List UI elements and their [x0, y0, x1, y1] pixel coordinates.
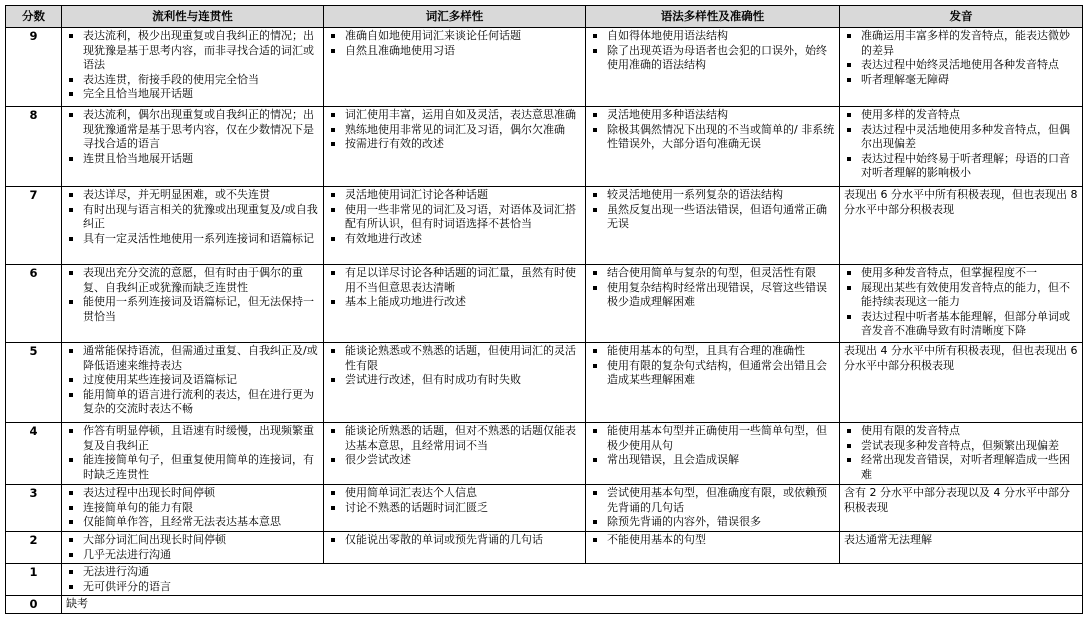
descriptor-item: 表达流利，极少出现重复或自我纠正的情况；出现犹豫是基于思考内容，而非寻找合适的词汇或语法	[66, 29, 319, 73]
grammar-cell	[586, 28, 840, 107]
band-score: 4	[6, 423, 62, 485]
header-fluency-coherence: 流利性与连贯性	[62, 6, 324, 28]
band-3-row	[6, 485, 1083, 532]
band-score: 8	[6, 107, 62, 187]
fluency-cell	[62, 187, 324, 265]
fluency-cell	[62, 343, 324, 423]
header-pronunciation: 发音	[840, 6, 1083, 28]
descriptor-item: 无可供评分的语言	[66, 580, 1078, 595]
fluency-cell	[62, 532, 324, 564]
descriptor-item: 能谈论熟悉或不熟悉的话题，但使用词汇的灵活性有限	[328, 344, 581, 373]
descriptor-item: 能用简单的语言进行流利的表达，但在进行更为复杂的交流时表达不畅	[66, 388, 319, 417]
descriptor-item: 大部分词汇间出现长时间停顿	[66, 533, 319, 548]
descriptor-item: 具有一定灵活性地使用一系列连接词和语篇标记	[66, 232, 319, 247]
descriptor-item: 几乎无法进行沟通	[66, 548, 319, 563]
band-4-row	[6, 423, 1083, 485]
descriptor-item: 连接简单句的能力有限	[66, 501, 319, 516]
band-6-row	[6, 265, 1083, 343]
descriptor-item: 自如得体地使用语法结构	[590, 29, 835, 44]
header-row	[6, 6, 1083, 28]
descriptor-item: 有时出现与语言相关的犹豫或出现重复及/或自我纠正	[66, 203, 319, 232]
descriptor-item: 熟练地使用非常见的词汇及习语，偶尔欠准确	[328, 123, 581, 138]
descriptor-item: 准确运用丰富多样的发音特点，能表达微妙的差异	[844, 29, 1078, 58]
band-score: 5	[6, 343, 62, 423]
grammar-cell	[586, 423, 840, 485]
pronunciation-cell	[840, 423, 1083, 485]
descriptor-item: 过度使用某些连接词及语篇标记	[66, 373, 319, 388]
descriptor-item: 准确自如地使用词汇来谈论任何话题	[328, 29, 581, 44]
fluency-cell	[62, 28, 324, 107]
pronunciation-cell	[840, 485, 1083, 532]
descriptor-item: 除预先背诵的内容外，错误很多	[590, 515, 835, 530]
band-9-row	[6, 28, 1083, 107]
descriptor-item: 完全且恰当地展开话题	[66, 87, 319, 102]
descriptor-item: 使用一些非常见的词汇及习语，对语体及词汇搭配有所认识，但有时词语选择不甚恰当	[328, 203, 581, 232]
lexical-cell	[324, 28, 586, 107]
descriptor-item: 作答有明显停顿，且语速有时缓慢，出现频繁重复及自我纠正	[66, 424, 319, 453]
descriptor-item: 不能使用基本的句型	[590, 533, 835, 548]
lexical-cell	[324, 265, 586, 343]
grammar-cell	[586, 187, 840, 265]
descriptor-item: 词汇使用丰富，运用自如及灵活，表达意思准确	[328, 108, 581, 123]
header-score: 分数	[6, 6, 62, 28]
descriptor-item: 表现出充分交流的意愿，但有时由于偶尔的重复、自我纠正或犹豫而缺乏连贯性	[66, 266, 319, 295]
descriptor-text: 缺考	[66, 597, 88, 611]
descriptor-text: 表达通常无法理解	[844, 533, 932, 546]
descriptor-item: 基本上能成功地进行改述	[328, 295, 581, 310]
descriptor-item: 自然且准确地使用习语	[328, 44, 581, 59]
descriptor-item: 听者理解毫无障碍	[844, 73, 1078, 88]
descriptor-item: 表达过程中灵活地使用多种发音特点，但偶尔出现偏差	[844, 123, 1078, 152]
descriptor-item: 连贯且恰当地展开话题	[66, 152, 319, 167]
fluency-cell	[62, 423, 324, 485]
descriptor-item: 使用多样的发音特点	[844, 108, 1078, 123]
lexical-cell	[324, 343, 586, 423]
descriptor-item: 尝试使用基本句型，但准确度有限，或依赖预先背诵的几句话	[590, 486, 835, 515]
descriptor-text: 表现出 4 分水平中所有积极表现，但也表现出 6 分水平中部分积极表现	[844, 344, 1078, 372]
descriptor-item: 有足以详尽讨论各种话题的词汇量，虽然有时使用不当但意思表达清晰	[328, 266, 581, 295]
descriptor-item: 灵活地使用词汇讨论各种话题	[328, 188, 581, 203]
band-8-row	[6, 107, 1083, 187]
descriptor-item: 尝试表现多种发音特点，但频繁出现偏差	[844, 439, 1078, 454]
band-0-row	[6, 596, 1083, 614]
descriptor-item: 表达流利，偶尔出现重复或自我纠正的情况；出现犹豫通常是基于思考内容，仅在少数情况下是寻找合适的语言	[66, 108, 319, 152]
grammar-cell	[586, 532, 840, 564]
descriptor-item: 使用多种发音特点，但掌握程度不一	[844, 266, 1078, 281]
pronunciation-cell	[840, 28, 1083, 107]
descriptor-item: 能使用一系列连接词及语篇标记，但无法保持一贯恰当	[66, 295, 319, 324]
band-2-row	[6, 532, 1083, 564]
descriptor-item: 常出现错误，且会造成误解	[590, 453, 835, 468]
descriptor-item: 展现出某些有效使用发音特点的能力，但不能持续表现这一能力	[844, 281, 1078, 310]
descriptor-item: 灵活地使用多种语法结构	[590, 108, 835, 123]
descriptor-item: 使用简单词汇表达个人信息	[328, 486, 581, 501]
pronunciation-cell	[840, 107, 1083, 187]
descriptor-item: 除极其偶然情况下出现的不当或简单的/ 非系统性错误外，大部分语句准确无误	[590, 123, 835, 152]
descriptor-item: 尝试进行改述，但有时成功有时失败	[328, 373, 581, 388]
descriptor-item: 仅能说出零散的单词或预先背诵的几句话	[328, 533, 581, 548]
grammar-cell	[586, 107, 840, 187]
band-score: 7	[6, 187, 62, 265]
band-5-row	[6, 343, 1083, 423]
band-1-descriptor-cell	[62, 564, 1083, 596]
descriptor-item: 虽然反复出现一些语法错误，但语句通常正确无误	[590, 203, 835, 232]
band-score: 6	[6, 265, 62, 343]
fluency-cell	[62, 107, 324, 187]
descriptor-item: 除了出现英语为母语者也会犯的口误外，始终使用准确的语法结构	[590, 44, 835, 73]
lexical-cell	[324, 532, 586, 564]
pronunciation-cell	[840, 187, 1083, 265]
band-score: 2	[6, 532, 62, 564]
band-1-row	[6, 564, 1083, 596]
fluency-cell	[62, 485, 324, 532]
descriptor-item: 很少尝试改述	[328, 453, 581, 468]
descriptor-item: 通常能保持语流，但需通过重复、自我纠正及/或降低语速来维持表达	[66, 344, 319, 373]
descriptor-item: 表达连贯，衔接手段的使用完全恰当	[66, 73, 319, 88]
band-score: 3	[6, 485, 62, 532]
pronunciation-cell	[840, 265, 1083, 343]
band-0-descriptor-cell	[62, 596, 1083, 614]
lexical-cell	[324, 107, 586, 187]
descriptor-item: 无法进行沟通	[66, 565, 1078, 580]
descriptor-text: 表现出 6 分水平中所有积极表现，但也表现出 8 分水平中部分积极表现	[844, 188, 1078, 216]
descriptor-item: 讨论不熟悉的话题时词汇匮乏	[328, 501, 581, 516]
descriptor-item: 仅能简单作答，且经常无法表达基本意思	[66, 515, 319, 530]
descriptor-item: 能谈论所熟悉的话题，但对不熟悉的话题仅能表达基本意思，且经常用词不当	[328, 424, 581, 453]
descriptor-item: 能使用基本的句型，且具有合理的准确性	[590, 344, 835, 359]
lexical-cell	[324, 485, 586, 532]
descriptor-item: 表达过程中听者基本能理解，但部分单词或音发音不准确导致有时清晰度下降	[844, 310, 1078, 339]
descriptor-item: 表达过程中始终易于听者理解；母语的口音对听者理解的影响极小	[844, 152, 1078, 181]
grammar-cell	[586, 265, 840, 343]
descriptor-item: 能使用基本句型并正确使用一些简单句型，但极少使用从句	[590, 424, 835, 453]
band-score: 0	[6, 596, 62, 614]
fluency-cell	[62, 265, 324, 343]
descriptor-item: 表达过程中出现长时间停顿	[66, 486, 319, 501]
descriptor-text: 含有 2 分水平中部分表现以及 4 分水平中部分积极表现	[844, 486, 1070, 514]
pronunciation-cell	[840, 532, 1083, 564]
lexical-cell	[324, 187, 586, 265]
descriptor-item: 使用有限的发音特点	[844, 424, 1078, 439]
descriptor-item: 经常出现发音错误，对听者理解造成一些困难	[844, 453, 1078, 482]
descriptor-item: 表达详尽，并无明显困难，或不失连贯	[66, 188, 319, 203]
descriptor-item: 使用有限的复杂句式结构，但通常会出错且会造成某些理解困难	[590, 359, 835, 388]
descriptor-item: 按需进行有效的改述	[328, 137, 581, 152]
band-score: 9	[6, 28, 62, 107]
descriptor-item: 有效地进行改述	[328, 232, 581, 247]
band-score: 1	[6, 564, 62, 596]
descriptor-item: 较灵活地使用一系列复杂的语法结构	[590, 188, 835, 203]
scoring-rubric-table	[5, 5, 1083, 614]
descriptor-item: 能连接简单句子，但重复使用简单的连接词，有时缺乏连贯性	[66, 453, 319, 482]
header-lexical-resource: 词汇多样性	[324, 6, 586, 28]
descriptor-item: 使用复杂结构时经常出现错误，尽管这些错误极少造成理解困难	[590, 281, 835, 310]
header-grammar-range-accuracy: 语法多样性及准确性	[586, 6, 840, 28]
lexical-cell	[324, 423, 586, 485]
grammar-cell	[586, 343, 840, 423]
pronunciation-cell	[840, 343, 1083, 423]
grammar-cell	[586, 485, 840, 532]
descriptor-item: 表达过程中始终灵活地使用各种发音特点	[844, 58, 1078, 73]
descriptor-item: 结合使用简单与复杂的句型，但灵活性有限	[590, 266, 835, 281]
band-7-row	[6, 187, 1083, 265]
